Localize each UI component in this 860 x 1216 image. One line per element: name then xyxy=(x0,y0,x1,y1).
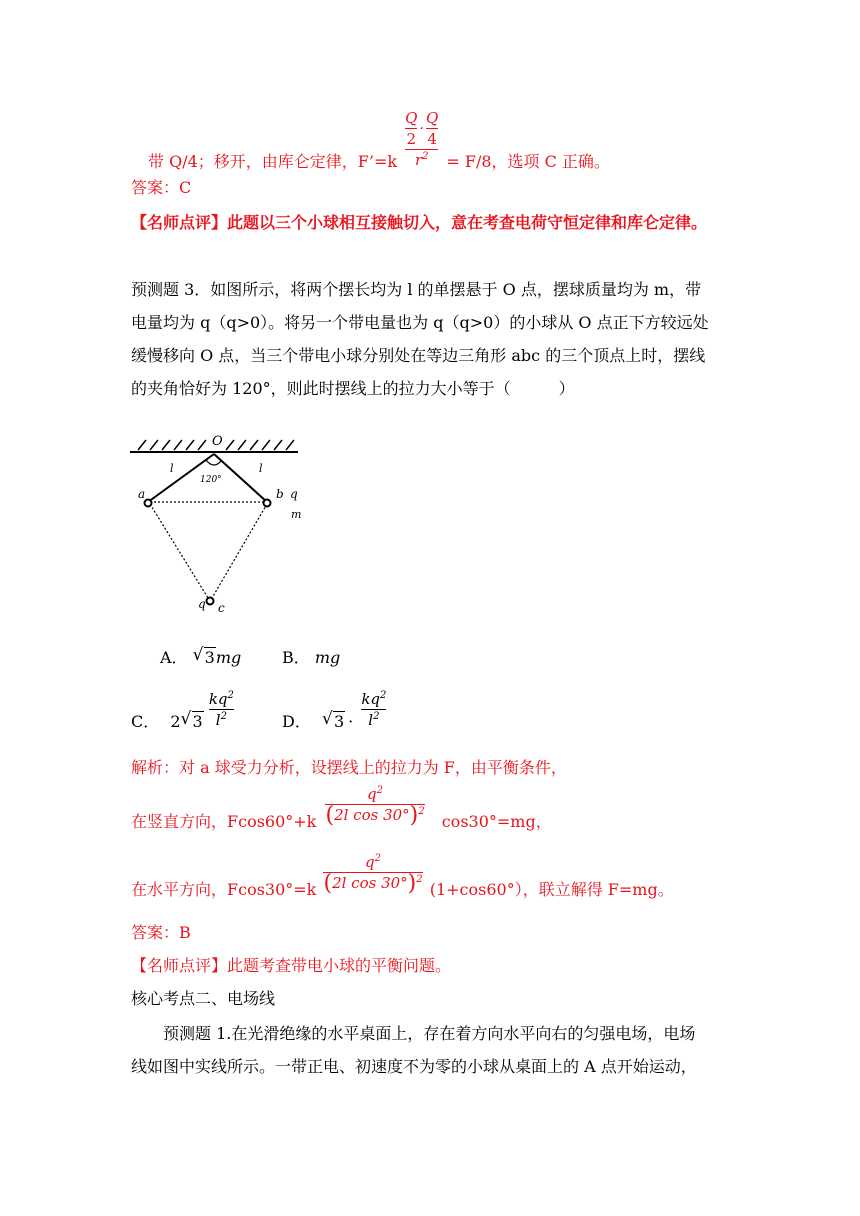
solution-answer: 答案：B xyxy=(131,923,191,942)
solution-vertical: 在竖直方向，Fcos60°+k $\frac{q^2}{(2l \cos 30^\circ)^2}$ cos30°=mg， xyxy=(131,785,552,831)
sqrt-symbol: √ 3 xyxy=(193,648,216,668)
sqrt-symbol: √ 3 xyxy=(181,712,204,732)
horizontal-fraction: $\frac{q^2}{(2l \cos 30^\circ)^2}$ xyxy=(323,853,423,896)
prev-lead-text: 带 Q/4；移开，由库仑定律，F’=k xyxy=(148,151,398,171)
angle-arc xyxy=(206,460,222,465)
label-a: a xyxy=(138,487,146,501)
pendulum-figure xyxy=(128,430,303,615)
ball-c xyxy=(207,598,214,605)
label-angle: 120° xyxy=(200,475,222,485)
option-d: D． √ 3 · $\frac{kq^2}{l^2}$ xyxy=(282,690,386,736)
vertical-fraction: $\frac{q^2}{(2l \cos 30^\circ)^2}$ xyxy=(325,785,425,828)
problem-line-1: 预测题 3．如图所示，将两个摆长均为 l 的单摆悬于 O 点，摆球质量均为 m，带 xyxy=(131,280,702,299)
problem-line-3: 缓慢移向 O 点，当三个带电小球分别处在等边三角形 abc 的三个顶点上时，摆线 xyxy=(131,346,706,365)
label-q-bottom: q xyxy=(198,597,206,611)
label-O: O xyxy=(212,434,223,449)
label-q-right: q xyxy=(290,487,298,501)
section-heading: 核心考点二、电场线 xyxy=(131,989,276,1008)
prev-formula-line xyxy=(148,109,610,173)
prev-answer: 答案：C xyxy=(131,178,192,197)
option-c: C． 2√ 3 $\frac{kq^2}{l^2}$ xyxy=(131,690,234,736)
solution-comment: 【名师点评】此题考查带电小球的平衡问题。 xyxy=(131,956,452,975)
sqrt-symbol: √ 3 xyxy=(322,712,345,732)
label-b: b xyxy=(276,487,284,501)
label-l-left: l xyxy=(170,462,174,475)
side-ac xyxy=(150,504,208,598)
option-c-fraction: $\frac{kq^2}{l^2}$ xyxy=(208,690,234,729)
ball-a xyxy=(145,500,152,507)
label-c: c xyxy=(218,601,225,615)
ball-b xyxy=(264,500,271,507)
label-m: m xyxy=(291,508,302,521)
problem-line-4: 的夹角恰好为 120°，则此时摆线上的拉力大小等于（ ） xyxy=(131,379,575,398)
option-a: A． √ 3mg xyxy=(160,648,241,668)
solution-line-1: 解析：对 a 球受力分析，设摆线上的拉力为 F，由平衡条件， xyxy=(131,758,567,777)
prev-tail-text: = F/8，选项 C 正确。 xyxy=(446,151,610,171)
prev-comment: 【名师点评】此题以三个小球相互接触切入，意在考查电荷守恒定律和库仑定律。 xyxy=(131,213,708,232)
next-line-1: 预测题 1.在光滑绝缘的水平桌面上，存在着方向水平向右的匀强电场，电场 xyxy=(163,1024,696,1043)
option-b: B． mg xyxy=(282,648,341,667)
option-d-fraction: $\frac{kq^2}{l^2}$ xyxy=(361,690,387,729)
problem-line-2: 电量均为 q（q>0）。将另一个带电量也为 q（q>0）的小球从 O 点正下方较远处 xyxy=(131,313,709,332)
side-bc xyxy=(212,504,267,598)
next-line-2: 线如图中实线所示。一带正电、初速度不为零的小球从桌面上的 A 点开始运动， xyxy=(131,1057,697,1076)
label-l-right: l xyxy=(259,462,263,475)
solution-horizontal: 在水平方向，Fcos30°=k $\frac{q^2}{(2l \cos 30^\circ)^2}$ (1+cos60°），联立解得 F=mg。 xyxy=(131,853,674,899)
coulomb-fraction: $\frac{Q}{2}$ · $\frac{Q}{4}$ $r^2$ xyxy=(405,109,439,169)
